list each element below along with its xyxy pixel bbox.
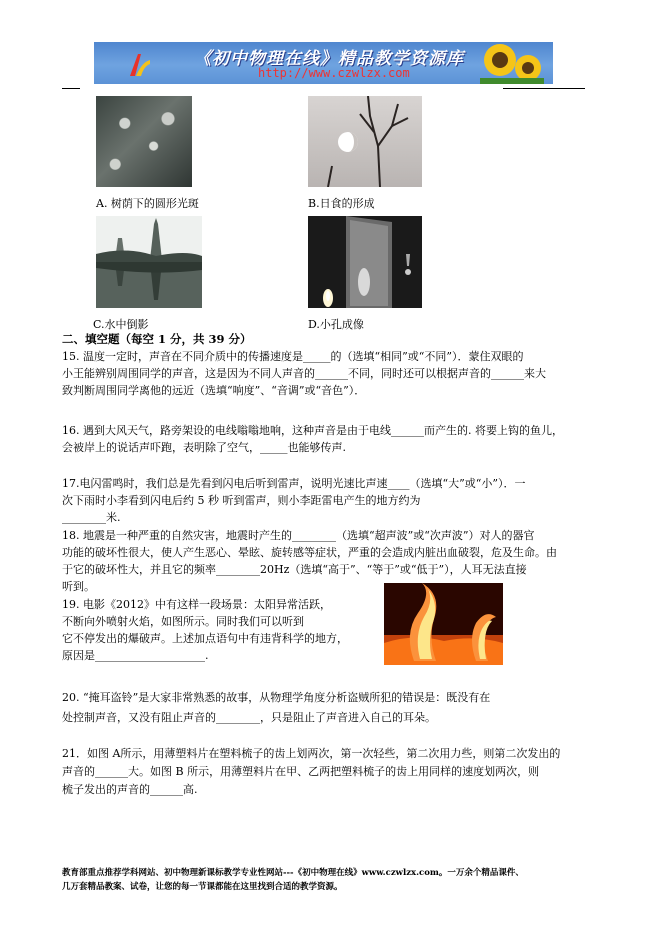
figure-d-image	[308, 216, 422, 308]
q17-line-2: 次下雨时小李看到闪电后约 5 秒 听到雷声，则小李距雷电产生的地方约为	[62, 494, 421, 507]
q19-line-4: 原因是____________________.	[62, 649, 209, 662]
sunflower-icon	[480, 42, 544, 84]
figure-a-label: A. 树荫下的圆形光斑	[96, 197, 199, 210]
q15-line-1: 15. 温度一定时，声音在不同介质中的传播速度是_____的（选填“相同”或“不同”）．蒙住双眼的	[62, 350, 524, 363]
banner-url[interactable]: http://www.czwlzx.com	[258, 66, 410, 80]
header-banner	[94, 42, 553, 84]
section-heading: 二、填空题（每空 1 分，共 39 分）	[62, 332, 252, 346]
figure-a-image	[96, 96, 192, 187]
q19-line-1: 19. 电影《2012》中有这样一段场景：太阳异常活跃，	[62, 598, 331, 611]
footer-line-1: 教育部重点推荐学科网站、初中物理新课标教学专业性网站---《初中物理在线》www.czwlzx.com。一万余个精品课件、	[62, 868, 524, 878]
q18-line-2: 功能的破坏性很大，使人产生恶心、晕眩、旋转感等症状，严重的会造成内脏出血破裂，危及生命。由	[62, 546, 557, 559]
q20-line-1: 20. “掩耳盗铃”是大家非常熟悉的故事，从物理学角度分析盗贼所犯的错误是：既没有在	[62, 691, 491, 704]
q20-line-2: 处控制声音，又没有阻止声音的________，只是阻止了声音进入自己的耳朵。	[62, 711, 436, 724]
q21-line-1: 21．如图 A所示，用薄塑料片在塑料梳子的齿上划两次，第一次轻些，第二次用力些，则第二次发出的	[62, 747, 561, 760]
figure-b-label: B.日食的形成	[308, 197, 375, 210]
header-rule-right	[503, 88, 585, 89]
q16-line-2: 会被岸上的说话声吓跑，表明除了空气，_____也能够传声.	[62, 441, 346, 454]
q16-line-1: 16. 遇到大风天气，路旁架设的电线嗡嗡地响，这种声音是由于电线______而产生的. 将要上钩的鱼儿，	[62, 424, 563, 437]
figure-c-image	[96, 216, 202, 308]
figure-c-label: C.水中倒影	[93, 318, 149, 331]
solar-flare-image	[384, 583, 503, 665]
q18-line-1: 18. 地震是一种严重的自然灾害，地震时产生的________（选填“超声波”或“次声波”）对人的器官	[62, 529, 535, 542]
figure-b-image	[308, 96, 422, 187]
q18-line-3: 于它的破坏性大，并且它的频率________20Hz（选填“高于”、“等于”或“低于”），人耳无法直接	[62, 563, 527, 576]
q21-line-3: 梳子发出的声音的______高.	[62, 783, 198, 796]
q21-line-2: 声音的______大。如图 B 所示，用薄塑料片在甲、乙两把塑料梳子的齿上用同样的速度划两次，则	[62, 765, 540, 778]
banner-title: 《初中物理在线》精品教学资源库	[194, 49, 464, 69]
figure-d-label: D.小孔成像	[308, 318, 364, 331]
footer-line-2: 几万套精品教案、试卷，让您的每一节课都能在这里找到合适的教学资源。	[62, 882, 343, 892]
q19-line-2: 不断向外喷射火焰，如图所示。同时我们可以听到	[62, 615, 304, 628]
q18-line-4: 听到。	[62, 580, 95, 593]
site-logo-icon	[126, 50, 152, 78]
q19-line-3: 它不停发出的爆破声。上述加点语句中有违背科学的地方，	[62, 632, 348, 645]
q17-line-3: ________米.	[62, 511, 121, 524]
header-rule-left	[62, 88, 80, 89]
q15-line-3: 致判断周围同学离他的远近（选填“响度”、“音调”或“音色”）．	[62, 384, 366, 397]
q15-line-2: 小王能辨别周围同学的声音，这是因为不同人声音的______不同，同时还可以根据声音的______来大	[62, 367, 546, 380]
q17-line-1: 17.电闪雷鸣时，我们总是先看到闪电后听到雷声，说明光速比声速____（选填“大”或“小”）．一	[62, 477, 526, 490]
